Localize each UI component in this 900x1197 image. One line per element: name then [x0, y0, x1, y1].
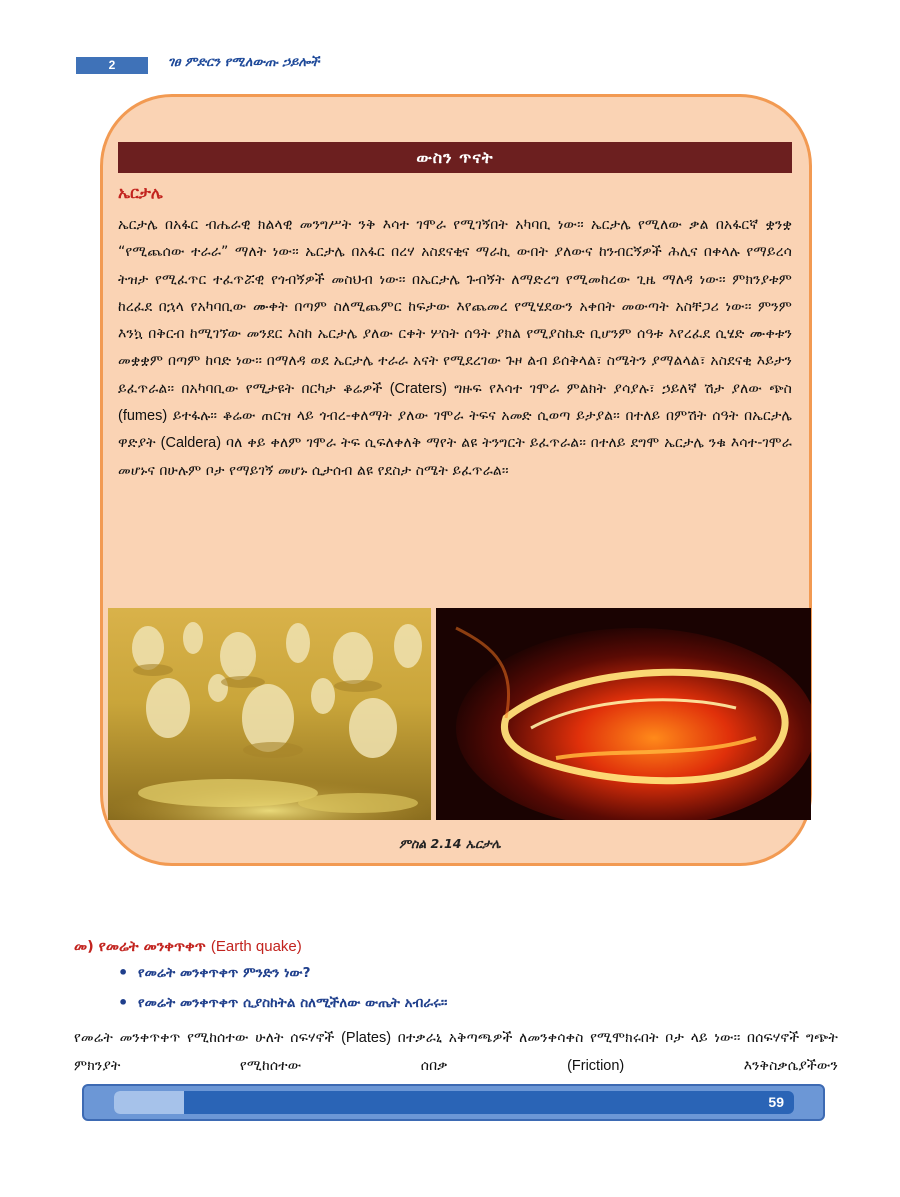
case-study-heading: ውስን ጥናት [118, 142, 792, 173]
footer-page-number: 59 [768, 1094, 784, 1110]
footer-bar [82, 1084, 825, 1121]
paragraph-text: ግዙፍ የእሳተ ገሞራ ምልክት ያሳያሉ፣ ኃይለኛ ሽታ ያለው ጭስ [446, 380, 792, 397]
paragraph-text: እንቅስቃሴያችውን [624, 1058, 838, 1074]
paragraph-text: የመሬት መንቀጥቀጥ የሚከሰተው ሁለት ሰፍሃኖች [74, 1030, 342, 1046]
paragraph-text: ይተፋሉ፡፡ ቆሬው ጠርዝ ላይ ጎብረ-ቀለማት ያለው ገሞራ ትፍና አመድ ሲወጣ ይታያል፡፡ በተለይ በምሽት ሰዓት በኤርታሌ ዋድያት [118, 408, 792, 452]
latin-term: (Craters) [389, 380, 447, 397]
footer-inner-bar [114, 1091, 794, 1114]
erta-ale-paragraph [118, 212, 792, 485]
lava-lake-photo [436, 608, 811, 820]
question-item: • የመሬት መንቀጥቀጥ ሲያስከትል ስለሚችለው ውጤት አብራሩ፡፡ [118, 988, 447, 1018]
question-item: • የመሬት መንቀጥቀጥ ምንድን ነው? [118, 958, 447, 988]
paragraph-text: በተቃራኒ አቅጣጫዎች ለመንቀሳቀስ የሚሞክሩበት ቦታ ላይ ነው፡፡ በሰፍሃኖች ግጭት ምክንያት የሚከሰተው ሰበቃ [74, 1030, 838, 1074]
paragraph-text: ኤርታሌ በአፋር ብሔራዊ ክልላዊ መንግሥት ንቅ እሳተ ገሞራ የሚገኝበት አካባቢ ነው፡፡ ኤርታሌ የሚለው ቃል በአፋርኛ ቋንቋ “የሚጨሰው ተራራ” ማለት ነው፡፡ ኤርታሌ በአፋር በረሃ አስደናቂና ማራኪ ውበት ያለውና ከንብርኝዎች ሕሊና በቀላሉ የማይረሳ ትዝታ የሚፈጥር ተፈጥሯዊ የጎብኝዎች መስህብ ነው፡፡ በኤርታሌ ጉብኝት ለማድረግ የሚመከረው ጊዜ ማለዳ ነው፡፡ ምክንያቱም ከረፈደ በኋላ የአካባቢው ሙቀት በጣም ስለሚጨምር ከፍታው እየጨመረ የሚሄደውን አቀበት መውጣት አስቸጋሪ ነው፡፡ ምንም እንኳ በቅርብ ከሚገኘው መንደር እስከ ኤርታሌ ያለው ርቀት ሦስት ሰዓት ያክል የሚያስኬድ ቢሆንም ሰዓቱ እየረፈደ ሲሄድ ሙቀቱን መቋቋም በጣም ከባድ ነው፡፡ በማለዳ ወደ ኤርታሌ ተራራ አናት የሚደረገው ጉዞ ልብ ይሰቅላል፣ ስሜትን ያማልላል፣ አስደናቂ እይታን ይፈጥራል፡፡ በአካባቢው የሚታዩት በርካታ ቆሬዎች [118, 217, 792, 397]
earthquake-heading-english: (Earth quake) [210, 938, 302, 955]
paragraph-text: ባለ ቀይ ቀለም ገሞራ ትፍ ሲፍለቀለቅ ማየት ልዩ ትንግርት ይፈጥራል፡፡ በተለይ ደግሞ ኤርታሌ ንቁ እሳተ-ገሞራ መሆኑና በሁሉም ቦታ የማይገኝ መሆኑ ሲታሰብ ልዩ የደስታ ስሜት ይፈጥራል፡፡ [118, 435, 792, 479]
latin-term: (Caldera) [160, 435, 222, 452]
header-page-number: 2 [76, 57, 148, 74]
salt-formations-photo [108, 608, 431, 820]
question-list [118, 958, 447, 1018]
header-chapter-title: ገፀ ምድርን የሚለውጡ ኃይሎች [168, 55, 320, 70]
latin-term: (Plates) [341, 1030, 392, 1046]
earthquake-heading-amharic: መ) የመሬት መንቀጥቀጥ [74, 939, 206, 955]
latin-term: (Friction) [567, 1058, 625, 1074]
footer-accent [114, 1091, 184, 1114]
earthquake-paragraph [74, 1024, 838, 1080]
latin-term: (fumes) [118, 408, 168, 425]
earthquake-heading [74, 938, 302, 955]
figure-caption: ምስል 2.14 ኤርታሌ [399, 836, 501, 851]
section-title: ኤርታሌ [118, 183, 163, 202]
